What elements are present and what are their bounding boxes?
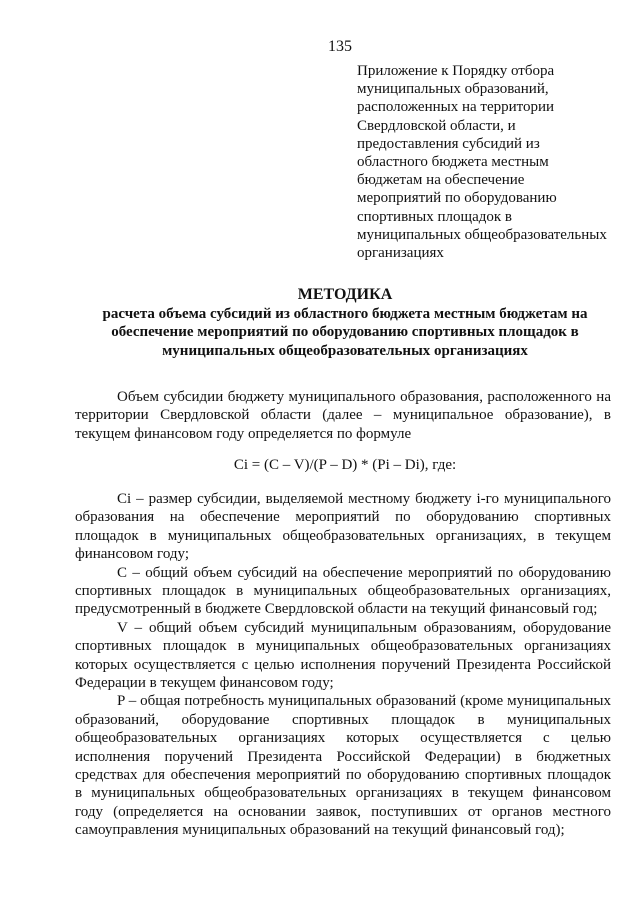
paragraph-line: самоуправления муниципальных образований на текущий финансовый год); — [75, 822, 565, 839]
paragraph-line: общеобразовательных организациях которых осуществляется с целью — [75, 730, 611, 747]
title-subtitle-line: обеспечение мероприятий по оборудованию спортивных площадок в — [111, 324, 579, 340]
intro-paragraph — [75, 388, 611, 443]
appendix-header — [357, 62, 627, 262]
appendix-line: областного бюджета местным — [357, 154, 549, 171]
formula: Ci = (C – V)/(P – D) * (Pi – Di), где: — [233, 457, 457, 473]
appendix-line: мероприятий по оборудованию — [357, 190, 557, 207]
paragraph-line: спортивных площадок в муниципальных общеобразовательных организациях, — [75, 582, 611, 599]
definition-c — [75, 564, 611, 619]
document-title — [60, 286, 630, 360]
paragraph-line: исполнения поручений Президента Российской Федерации) в бюджетных — [75, 748, 611, 765]
appendix-line: спортивных площадок в — [357, 208, 512, 225]
paragraph-line: Ci – размер субсидии, выделяемой местному бюджету i-го муниципального — [117, 491, 611, 507]
paragraph-line: году (определяется на основании заявок, поступивших от органов местного — [75, 803, 611, 820]
appendix-line: Свердловской области, и — [357, 117, 516, 134]
paragraph-line: территории Свердловской области (далее – муниципальное образование), в — [75, 407, 611, 424]
title-subtitle-line: расчета объема субсидий из областного бюджета местным бюджетам на — [102, 305, 588, 322]
paragraph-line: V – общий объем субсидий муниципальным образованиям, оборудование — [117, 619, 611, 636]
paragraph-line: Федерации в текущем финансовом году; — [75, 674, 334, 691]
appendix-line: расположенных на территории — [357, 99, 555, 116]
paragraph-line: Объем субсидии бюджету муниципального образования, расположенного на — [117, 389, 611, 405]
paragraph-line: средствах для обеспечения мероприятий по оборудованию спортивных площадок — [75, 766, 611, 783]
appendix-line: бюджетам на обеспечение — [357, 172, 525, 189]
paragraph-line: образования на обеспечение мероприятий по оборудованию спортивных — [75, 509, 611, 526]
paragraph-line: площадок в муниципальных общеобразовательных организациях, в текущем — [75, 527, 611, 544]
definition-ci — [75, 490, 611, 564]
paragraph-line: которых осуществляется с целью исполнения поручений Президента Российской — [75, 656, 611, 673]
paragraph-line: в муниципальных общеобразовательных организациях в текущем финансовом — [75, 785, 611, 802]
appendix-line: муниципальных общеобразовательных — [357, 226, 607, 243]
title-main: МЕТОДИКА — [297, 286, 393, 303]
title-subtitle-line: муниципальных общеобразовательных организациях — [162, 342, 528, 359]
page-number: 135 — [328, 38, 352, 55]
paragraph-line: спортивных площадок в муниципальных общеобразовательных организациях — [75, 638, 611, 655]
paragraph-line: C – общий объем субсидий на обеспечение мероприятий по оборудованию — [117, 564, 611, 581]
definition-v — [75, 619, 611, 693]
appendix-line: организациях — [357, 245, 444, 262]
paragraph-line: P – общая потребность муниципальных образований (кроме муниципальных — [117, 693, 611, 710]
paragraph-line: текущем финансовом году определяется по формуле — [75, 425, 412, 442]
paragraph-line: финансовом году; — [75, 546, 190, 563]
definition-p — [75, 692, 611, 839]
paragraph-line: предусмотренный в бюджете Свердловской области на текущий финансовый год; — [75, 601, 598, 618]
appendix-line: Приложение к Порядку отбора — [357, 63, 555, 79]
paragraph-line: образований, оборудование спортивных площадок в муниципальных — [75, 711, 611, 728]
appendix-line: предоставления субсидий из — [357, 135, 540, 152]
appendix-line: муниципальных образований, — [357, 81, 549, 98]
